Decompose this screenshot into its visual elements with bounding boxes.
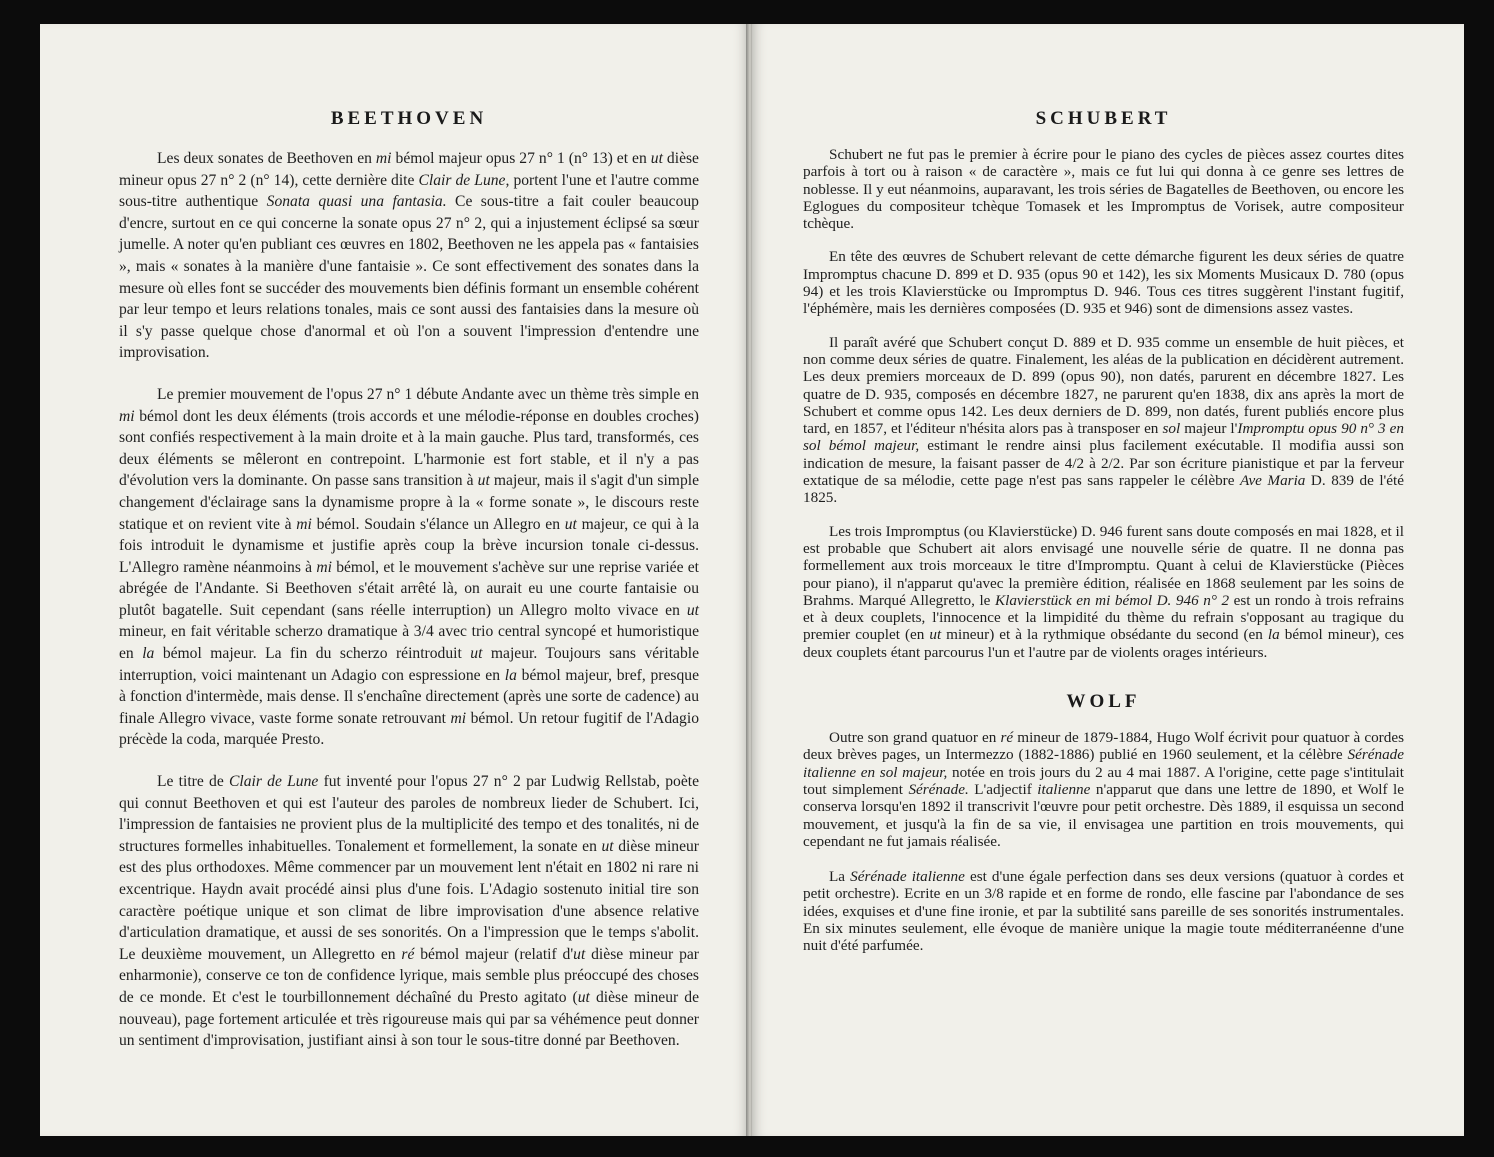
italic-text: mi — [450, 709, 467, 727]
italic-text: Ave Maria — [1240, 472, 1306, 490]
paragraph — [803, 523, 1404, 661]
schubert-text — [803, 146, 1404, 661]
text-run: Les trois Impromptus (ou Klavierstücke) D. 946 furent sans doute composés en mai 1828, et il est probable que Schubert ait alors envisagé une nouvelle série de quatre. Il ne donna pas formellement aux trois morceaux le titre d'Impromptu. Quant à celui de Klavierstücke (Pièces pour piano), il n'apparut qu'avec la première édition, réalisée en 1868 seulement par les soins de Brahms. Marqué Allegretto, le — [803, 522, 1404, 609]
paragraph — [803, 729, 1404, 850]
italic-text: la — [142, 645, 155, 663]
text-run: fut inventé pour l'opus 27 n° 2 par Ludwig Rellstab, poète qui connut Beethoven et qui est l'auteur des paroles de nombreux lieder de Schubert. Ici, l'impression de fantaisies ne provient plus de la multiplicité des tempo et des tonalités, ni de structures formelles inhabituelles. Tonalement et formellement, la sonate en — [119, 773, 699, 855]
text-run: dièse mineur est des plus orthodoxes. Même commencer par un mouvement lent n'était en 1802 ni rare ni excentrique. Haydn avait procédé ainsi plus d'une fois. L'Adagio sostenuto initial tire son caractère poétique unique et son climat de libre improvisation d'une absence relative d'articulation dramatique, et aussi de ses sonorités. On a l'impression que le temps s'abolit. Le deuxième mouvement, un Allegretto en — [119, 837, 699, 963]
text-run: Le premier mouvement de l'opus 27 n° 1 débute Andante avec un thème très simple en — [157, 385, 699, 403]
italic-text: ré — [401, 945, 415, 963]
text-run: portent l'une et l'autre comme sous-titre authentique — [119, 171, 699, 211]
left-page — [40, 24, 748, 1136]
wolf-heading: WOLF — [1066, 691, 1141, 713]
beethoven-heading: BEETHOVEN — [330, 108, 488, 129]
text-run: bémol dont les deux éléments (trois accords et une mélodie-réponse en doubles croches) sont confiés respectivement à la main droite et à la main gauche. Plus tard, transformés, ces deux éléments se mêleront en contrepoint. L'harmonie est fort stable, et il n'y a pas d'évolution vers la dominante. On passe sans transition à — [119, 407, 699, 490]
text-run: Ce sous-titre a fait couler beaucoup d'encre, surtout en ce qui concerne la sonate opus 27 n° 2, qui a injustement éclipsé sa sœur jumelle. A noter qu'en publiant ces œuvres en 1802, Beethoven ne les appela pas « fantaisies », mais « sonates à la manière d'une fantaisie ». Ce sont effectivement des sonates dans la mesure où elles font se succéder des mouvements bien définis formant un ensemble cohérent par leur tempo et leurs relations tonales, mais ce sont aussi des fantaisies dans la mesure où il s'y passe quelque chose d'anormal et où l'on a souvent l'impression d'entendre une improvisation. — [119, 193, 699, 362]
text-run: dièse mineur opus 27 n° 2 (n° 14), cette dernière dite — [119, 150, 699, 189]
italic-text: mi — [375, 150, 392, 167]
text-run: est d'une égale perfection dans ses deux versions (quatuor à cordes et petit orchestre). Ecrite en un 3/8 rapide et en forme de rondo, elle fascine par l'abondance de ses idées, exquises et d'une fine ironie, et par la subtilité sans pareille de ses sonorités instrumentales. En six minutes seulement, elle évoque de manière unique la magie toute méditerranéenne d'une nuit d'été parfumée. — [803, 868, 1404, 955]
text-run: Schubert ne fut pas le premier à écrire pour le piano des cycles de pièces assez courtes dites parfois à tort ou à raison « de caractère », mais ce fut lui qui donna à ce genre ses lettres de noblesse. Il y eut néanmoins, auparavant, les trois séries de Bagatelles de Beethoven, ou encore les Eglogues du compositeur tchèque Tomasek et les Impromptus de Vorisek, autre compositeur tchèque. — [803, 146, 1404, 233]
italic-text: Clair de Lune, — [418, 171, 510, 189]
text-run: estimant le rendre ainsi plus facilement exécutable. Il modifia aussi son indication de mesure, la faisant passer de 4/2 à 2/2. Par son écriture pianistique et par la ferveur extatique de sa mélodie, cette page n'est pas sans rappeler le célèbre — [803, 437, 1404, 490]
text-run: La — [829, 868, 851, 886]
text-run: bémol majeur, bref, presque à fonction d'intermède, mais dense. Il s'enchaîne directement (après une sorte de cadence) au finale Allegro vivace, vaste forme sonate retrouvant — [119, 666, 699, 727]
italic-text: ut — [564, 515, 577, 533]
text-run: majeur. Toujours sans véritable interruption, voici maintenant un Adagio con espressione en — [119, 645, 699, 684]
text-run: bémol majeur (relatif d' — [414, 945, 574, 963]
text-run: notée en trois jours du 2 au 4 mai 1887. A l'origine, cette page s'intitulait tout simplement — [803, 763, 1404, 798]
text-run: Le titre de — [157, 773, 229, 791]
text-run: n'apparut que dans une lettre de 1890, et Wolf le conserva lorsqu'en 1892 il transcrivit l'œuvre pour petit orchestre. Dès 1889, il esquissa un second mouvement, et jusqu'à la fin de sa vie, il envisagea une partition en trois mouvements, qui cependant ne fut jamais réalisée. — [803, 780, 1405, 850]
italic-text: Sérénade italienne — [850, 868, 965, 886]
text-run: mineur de 1879-1884, Hugo Wolf écrivit pour quatuor à cordes deux brèves pages, un Intermezzo (1882-1886) publié en 1960 seulement, et la célèbre — [803, 729, 1404, 764]
text-run: mineur) et à la rythmique obsédante du second (en — [941, 626, 1268, 644]
text-run: D. 839 de l'été 1825. — [803, 472, 1404, 507]
italic-text: Klavierstück en mi bémol D. 946 n° 2 — [994, 591, 1230, 609]
italic-text: ré — [1000, 729, 1014, 747]
text-run: dièse mineur par enharmonie), conserve ce ton de confidence lyrique, mais semble plus préoccupé des choses de ce monde. Et c'est le tourbillonnement déchaîné du Presto agitato ( — [119, 945, 699, 1006]
text-run: L'adjectif — [968, 780, 1038, 798]
italic-text: la — [504, 666, 517, 684]
paragraph — [119, 771, 699, 1052]
text-run: bémol mineur), ces deux couplets étant parcourus l'un et l'autre par de violents orages intérieurs. — [803, 626, 1404, 661]
schubert-heading: SCHUBERT — [1035, 108, 1172, 129]
text-run: Les deux sonates de Beethoven en — [157, 150, 376, 167]
text-run: Il paraît avéré que Schubert conçut D. 889 et D. 935 comme un ensemble de huit pièces, et non comme deux séries de quatre. Finalement, les aléas de la publication en décidèrent autrement. Les deux premiers morceaux de D. 899 (opus 90), non datés, parurent en décembre 1827. Les quatre de D. 935, composés en décembre 1827, ne parurent qu'en 1838, dix ans après la mort de Schubert et comme opus 142. Les deux derniers de D. 899, non datés, furent publiés encore plus tard, en 1857, et l'éditeur n'hésita alors pas à transposer en — [803, 333, 1404, 438]
wolf-text — [803, 729, 1404, 955]
text-run: bémol. Un retour fugitif de l'Adagio précède la coda, marquée Presto. — [119, 709, 699, 749]
paragraph — [119, 148, 699, 364]
italic-text: la — [1267, 626, 1280, 644]
text-run: est un rondo à trois refrains et à deux couplets, l'innocence et la limpidité du thème du refrain s'opposant au tragique du premier couplet (en — [803, 591, 1404, 644]
text-run: bémol majeur opus 27 n° 1 (n° 13) et en — [391, 150, 651, 167]
italic-text: Impromptu opus 90 n° 3 en sol bémol majeur, — [803, 420, 1404, 455]
italic-text: ut — [477, 472, 490, 490]
italic-text: ut — [470, 645, 483, 663]
italic-text: ut — [577, 988, 590, 1006]
paragraph — [803, 146, 1404, 232]
italic-text: Sérénade. — [908, 780, 969, 798]
italic-text: ut — [686, 601, 699, 619]
beethoven-text — [119, 148, 699, 1052]
text-run: majeur l' — [1180, 420, 1238, 438]
paragraph — [803, 334, 1404, 507]
italic-text: Clair de Lune — [229, 773, 319, 791]
italic-text: ut — [929, 626, 942, 644]
italic-text: sol — [1162, 420, 1181, 438]
paragraph — [119, 384, 699, 751]
text-run: dièse mineur de nouveau), page fortement articulée et très rigoureuse mais qui par sa véhémence peut donner un sentiment d'improvisation, justifiant ainsi à son tour le sous-titre donné par Beethoven. — [119, 988, 699, 1050]
text-run: bémol, et le mouvement s'achève sur une reprise variée et abrégée de l'Andante. Si Beethoven s'était arrêté là, on aurait eu une courte fantaisie ou plutôt bagatelle. Suit cependant (sans réelle interruption) un Allegro molto vivace en — [119, 558, 699, 619]
right-page — [752, 24, 1464, 1136]
text-run: majeur, ce qui à la fois introduit le dynamisme et justifie après coup la brève incursion tonale ci-dessus. L'Allegro ramène néanmoins à — [119, 515, 699, 576]
italic-text: Sérénade italienne en sol majeur, — [803, 746, 1404, 781]
text-run: Outre son grand quatuor en — [829, 729, 1001, 747]
text-run: majeur, mais il s'agit d'un simple changement d'éclairage sans la dynamisme propre à la « forme sonate », le discours reste statique et on revient vite à — [119, 472, 699, 533]
text-run: En tête des œuvres de Schubert relevant de cette démarche figurent les deux séries de quatre Impromptus chacune D. 899 et D. 935 (opus 90 et 142), les six Moments Musicaux D. 780 (opus 94) et les trois Klavierstücke ou Impromptus D. 946. Tous ces titres suggèrent l'instant fugitif, l'éphémère, mais les dernières composées (D. 935 et 946) sont de dimensions assez vastes. — [803, 248, 1404, 318]
paragraph — [803, 248, 1404, 317]
text-run: bémol majeur. La fin du scherzo réintroduit — [154, 645, 471, 663]
italic-text: ut — [650, 150, 663, 167]
italic-text: Sonata quasi una fantasia. — [266, 193, 447, 211]
italic-text: mi — [119, 407, 135, 425]
italic-text: ut — [573, 945, 586, 963]
text-run: mineur, en fait véritable scherzo dramatique à 3/4 avec trio central syncopé et humoristique en — [119, 623, 699, 663]
text-run: bémol. Soudain s'élance un Allegro en — [311, 515, 565, 533]
paragraph — [803, 868, 1404, 954]
italic-text: italienne — [1037, 780, 1091, 798]
italic-text: mi — [316, 558, 332, 576]
italic-text: ut — [601, 837, 614, 855]
italic-text: mi — [296, 515, 312, 533]
